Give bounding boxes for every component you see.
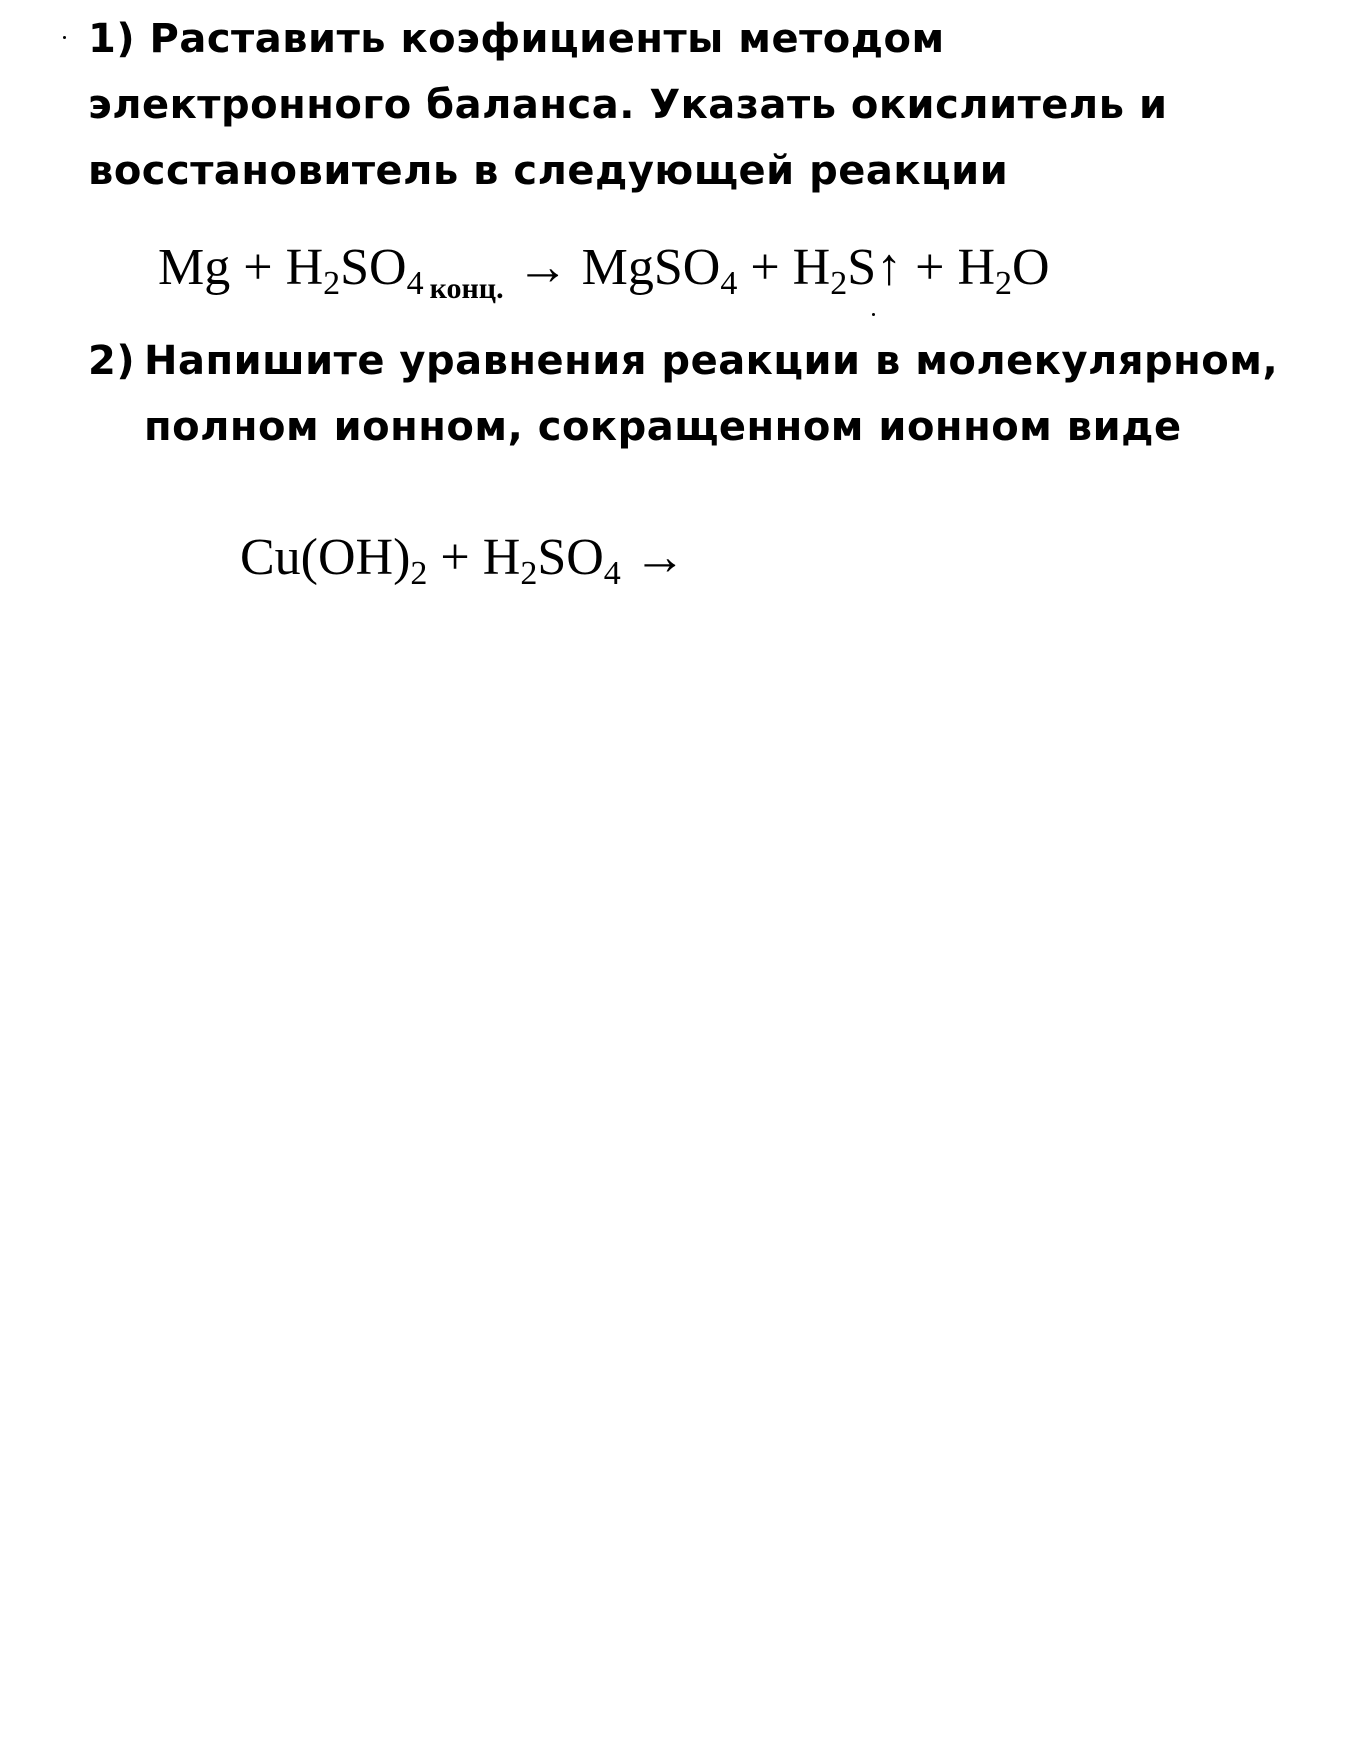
symbol-so: SO [340,239,407,296]
symbol-mgso: MgSO [581,239,721,296]
task-2-line-2: полном ионном, сокращенном ионном виде [144,404,1182,450]
task-2-number: 2) [88,338,136,384]
formula-h2so4 [285,239,424,302]
subscript-2: 2 [995,265,1013,302]
equation-ionic [240,528,686,592]
plus-sign: + [750,239,780,296]
symbol-cu-oh: Cu(OH) [240,529,411,586]
gas-arrow: ↑ [876,239,903,296]
subscript-4: 4 [720,265,738,302]
scan-speck [63,36,66,39]
task-1-line-2: электронного баланса. Указать окислитель и [88,82,1168,128]
subscript-4: 4 [406,265,424,302]
subscript-2: 2 [830,265,848,302]
task-2-line-1: Напишите уравнения реакции в молекулярном, [144,338,1279,384]
symbol-so: SO [537,529,604,586]
symbol-h: H [957,239,996,296]
symbol-h: H [792,239,831,296]
formula-cu-oh2 [240,529,428,592]
formula-h2o [957,239,1050,302]
formula-h2so4 [482,529,621,592]
symbol-o: O [1012,239,1050,296]
scan-speck [872,313,875,316]
subscript-2: 2 [410,555,428,592]
task-1-line-1: 1) Раставить коэфициенты методом [88,16,945,62]
formula-mgso4 [581,239,738,302]
plus-sign: + [243,239,273,296]
plus-sign: + [915,239,945,296]
symbol-h: H [285,239,324,296]
symbol-s: S [847,239,877,296]
subscript-2: 2 [323,265,341,302]
subscript-2: 2 [520,555,538,592]
task-1-line-3: восстановитель в следующей реакции [88,148,1009,194]
equation-redox [158,238,1050,305]
formula-mg: Mg [158,239,231,296]
reaction-arrow: → [633,529,686,586]
plus-sign: + [440,529,470,586]
formula-h2s [792,239,903,302]
reaction-arrow: → [516,239,569,296]
condition-label: конц. [429,272,504,305]
symbol-h: H [482,529,521,586]
subscript-4: 4 [603,555,621,592]
